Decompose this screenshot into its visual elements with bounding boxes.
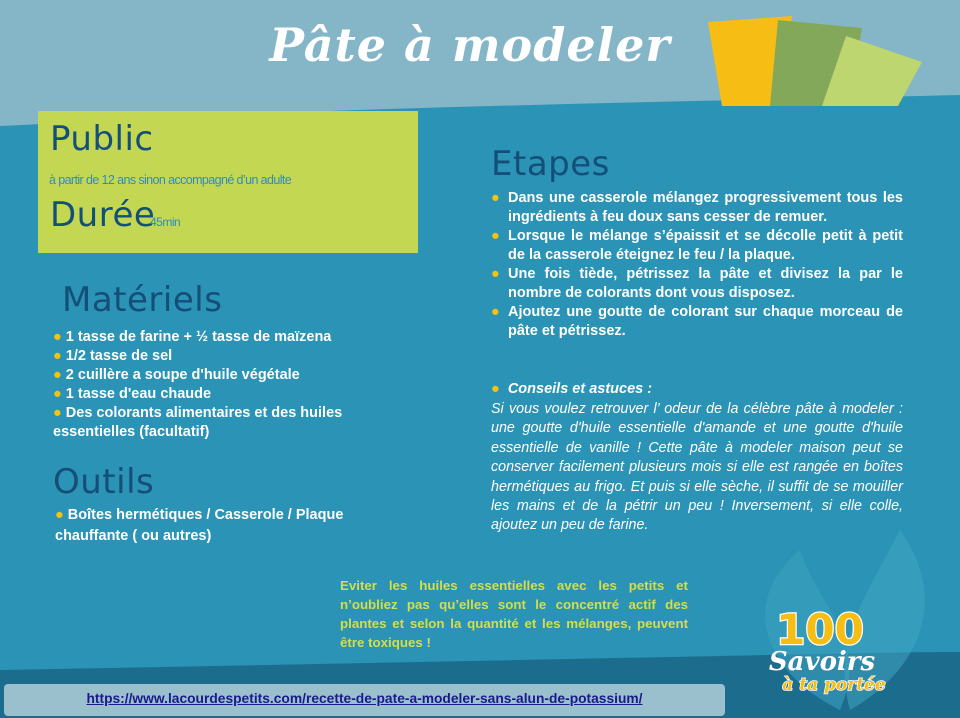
etapes-heading: Etapes [491, 144, 610, 184]
list-item: ● Une fois tiède, pétrissez la pâte et divisez la par le nombre de colorants dont vous disposez. [491, 266, 903, 301]
bullet-icon: ● [53, 367, 62, 383]
public-heading: Public [50, 119, 154, 159]
duree-heading: Durée [50, 195, 156, 235]
list-item: ● 2 cuillère a soupe d'huile végétale [53, 367, 300, 383]
list-item: ● Dans une casserole mélangez progressivement tous les ingrédients à feu doux sans cesser de remuer. [491, 190, 903, 225]
logo-line2: à ta portée [782, 675, 886, 695]
list-item: ● 1 tasse d'eau chaude [53, 386, 212, 402]
list-item: ● 1/2 tasse de sel [53, 348, 173, 364]
logo-line1: Savoirs [768, 647, 876, 677]
bullet-icon: ● [491, 381, 500, 397]
bullet-icon: ● [491, 266, 500, 282]
conseils-heading: ● Conseils et astuces : [491, 381, 653, 397]
bullet-icon: ● [491, 304, 500, 320]
list-item: ● 1 tasse de farine + ½ tasse de maïzena [53, 329, 332, 345]
outils-heading: Outils [53, 462, 155, 502]
bullet-icon: ● [491, 228, 500, 244]
page-title: Pâte à modeler [269, 18, 671, 72]
etapes-list [489, 189, 903, 341]
source-link[interactable]: https://www.lacourdespetits.com/recette-de-pate-a-modeler-sans-alun-de-potassium/ [86, 691, 643, 706]
materiels-list [53, 328, 383, 442]
public-box [38, 111, 418, 253]
bullet-icon: ● [55, 507, 64, 523]
list-item: ● Ajoutez une goutte de colorant sur chaque morceau de pâte et pétrissez. [491, 304, 903, 339]
bullet-icon: ● [53, 386, 62, 402]
materiels-heading: Matériels [62, 280, 223, 320]
outils-list [55, 505, 355, 547]
duree-value: 45min [150, 215, 181, 229]
warning-text: Eviter les huiles essentielles avec les petits et n’oubliez pas qu’elles sont le concentré actif des plantes et selon la quantité et les mélanges, peuvent être toxiques ! [340, 578, 688, 650]
list-item: ● Lorsque le mélange s’épaissit et se décolle petit à petit de la casserole éteignez le feu / la plaque. [491, 228, 903, 263]
link-bar [4, 684, 725, 716]
conseils-text: Si vous voulez retrouver l’ odeur de la célèbre pâte à modeler : une goutte d'huile essentielle d'amande et une goutte d'huile essentielle de vanille ! Cette pâte à modeler maison peut se conserver facilement plusieurs mois si elle est rangée en boîtes hermétiques au frigo. Et puis si elle sèche, il suffit de se mouiller les mains et de la pétrir un peu ! Inversement, si elle colle, ajoutez un peu de farine. [491, 401, 903, 534]
outils-text: Boîtes hermétiques / Casserole / Plaque chauffante ( ou autres) [55, 507, 344, 544]
bullet-icon: ● [491, 190, 500, 206]
bullet-icon: ● [53, 405, 62, 421]
bullet-icon: ● [53, 348, 62, 364]
bullet-icon: ● [53, 329, 62, 345]
list-item: ● Des colorants alimentaires et des huiles essentielles (facultatif) [53, 405, 343, 440]
public-text: à partir de 12 ans sinon accompagné d’un adulte [49, 173, 292, 187]
logo-number: 100 [776, 605, 864, 654]
100-savoirs-logo [740, 604, 900, 700]
